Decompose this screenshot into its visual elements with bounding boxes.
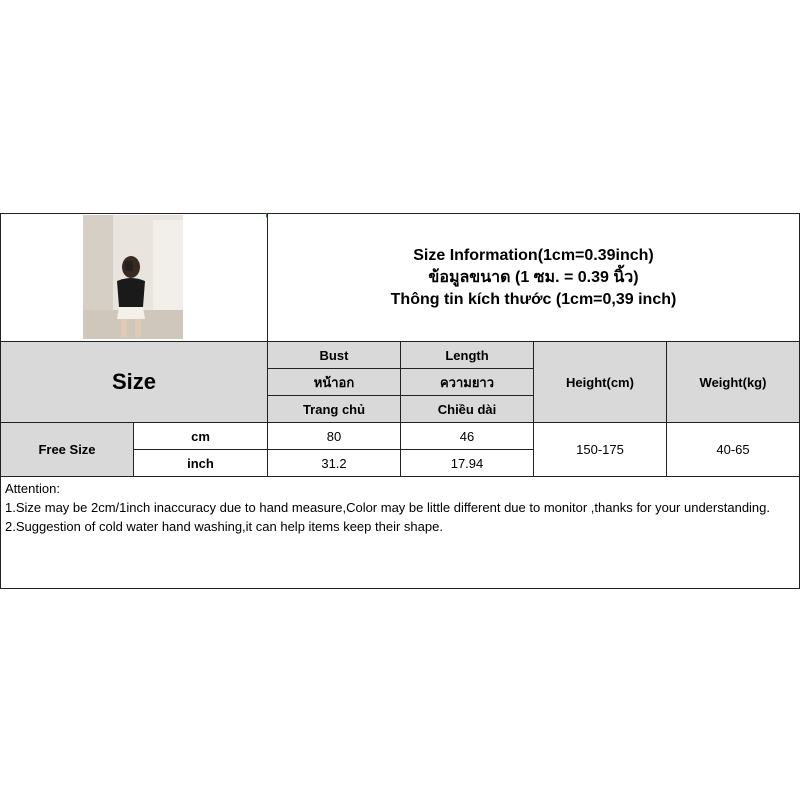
title-line-vi: Thông tin kích thước (1cm=0,39 inch) [390,290,677,308]
unit-inch: inch [133,449,268,477]
length-header-en: Length [400,341,534,369]
height-header: Height(cm) [533,341,667,423]
bust-header-en: Bust [267,341,401,369]
size-information-title [267,213,800,342]
attention-notes [0,476,800,589]
size-chart [0,213,800,589]
notes-line-2: 2.Suggestion of cold water hand washing,it can help items keep their shape. [5,519,443,534]
unit-cm: cm [133,422,268,450]
bust-header-vi: Trang chủ [267,395,401,423]
notes-line-1: 1.Size may be 2cm/1inch inaccuracy due to hand measure,Color may be little different due to monitor ,thanks for your understanding. [5,500,771,515]
weight-header: Weight(kg) [666,341,800,423]
free-size-label: Free Size [0,422,134,477]
title-line-en: Size Information(1cm=0.39inch) [413,246,654,264]
length-header-th: ความยาว [400,368,534,396]
length-cm-value: 46 [400,422,534,450]
length-inch-value: 17.94 [400,449,534,477]
title-line-th: ข้อมูลขนาด (1 ซม. = 0.39 นิ้ว) [428,268,639,286]
product-photo [83,215,183,339]
notes-heading: Attention: [5,481,60,496]
height-value: 150-175 [533,422,667,477]
bust-cm-value: 80 [267,422,401,450]
size-header: Size [0,341,268,423]
bust-header-th: หน้าอก [267,368,401,396]
length-header-vi: Chiều dài [400,395,534,423]
bust-inch-value: 31.2 [267,449,401,477]
weight-value: 40-65 [666,422,800,477]
